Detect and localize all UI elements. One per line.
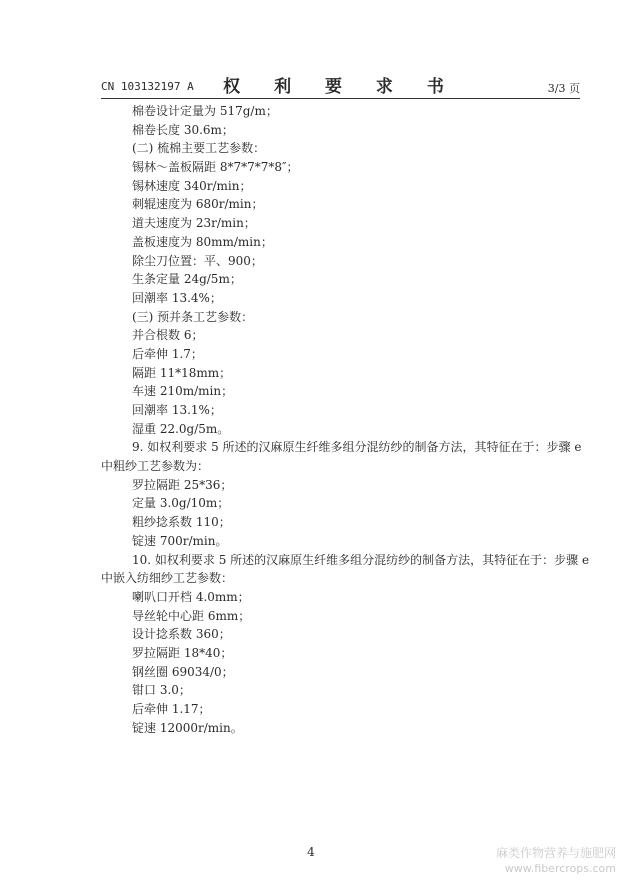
text-line: 设计捻系数 360； [132,627,231,642]
text-line: 车速 210m/min； [132,384,234,399]
text-line: 隔距 11*18mm； [132,365,232,380]
text-line: 刺辊速度为 680r/min； [132,197,264,212]
text-line: 湿重 22.0g/5m。 [132,421,230,436]
text-line: 10. 如权利要求 5 所述的汉麻原生纤维多组分混纺纱的制备方法，其特征在于：步骤 e [132,552,590,567]
text-line: (二) 梳棉主要工艺参数： [132,141,266,156]
text-line: 定量 3.0g/10m； [132,496,230,511]
text-line: 回潮率 13.4%； [132,290,222,305]
watermark [496,846,616,876]
text-line: 钢丝圈 69034/0； [132,664,234,679]
text-line: (三) 预并条工艺参数： [132,309,254,324]
text-line: 棉卷长度 30.6m； [132,122,234,137]
text-line: 锭速 700r/min。 [132,533,228,548]
document-header [101,72,580,99]
page-count: 3/3 页 [547,82,580,95]
text-line: 道夫速度为 23r/min； [132,216,256,231]
text-line: 盖板速度为 80mm/min； [132,234,273,249]
text-line: 中粗纱工艺参数为： [101,459,210,474]
text-line: 中嵌入纺细纱工艺参数： [101,571,234,586]
text-line: 9. 如权利要求 5 所述的汉麻原生纤维多组分混纺纱的制备方法，其特征在于：步骤 e [132,440,582,455]
text-line: 锡林～盖板隔距 8*7*7*7*8″； [132,160,299,175]
text-line: 导丝轮中心距 6mm； [132,608,251,623]
text-line: 喇叭口开档 4.0mm； [132,589,250,604]
claims-body [101,102,590,737]
text-line: 钳口 3.0； [132,683,191,698]
watermark-title: 麻类作物营养与施肥网 [495,846,616,860]
text-line: 后牵伸 1.17； [132,702,211,716]
text-line: 罗拉隔距 18*40； [132,645,233,660]
document-title: 权 利 要 求 书 [223,77,458,97]
watermark-url: www.fibercrops.com [504,862,616,875]
text-line: 后牵伸 1.7； [132,346,203,361]
text-line: 并合根数 6； [132,328,204,343]
patent-number: CN 103132197 A [101,80,194,93]
text-line: 除尘刀位置：平、900； [132,253,263,268]
text-line: 罗拉隔距 25*36； [132,477,233,492]
text-line: 锭速 12000r/min。 [132,720,243,735]
page-number: 4 [307,845,315,859]
text-line: 生条定量 24g/5m； [132,272,242,287]
text-line: 回潮率 13.1%； [132,403,222,417]
text-line: 棉卷设计定量为 517g/m； [132,104,278,118]
text-line: 粗纱捻系数 110； [132,515,231,530]
text-line: 锡林速度 340r/min； [132,178,252,193]
